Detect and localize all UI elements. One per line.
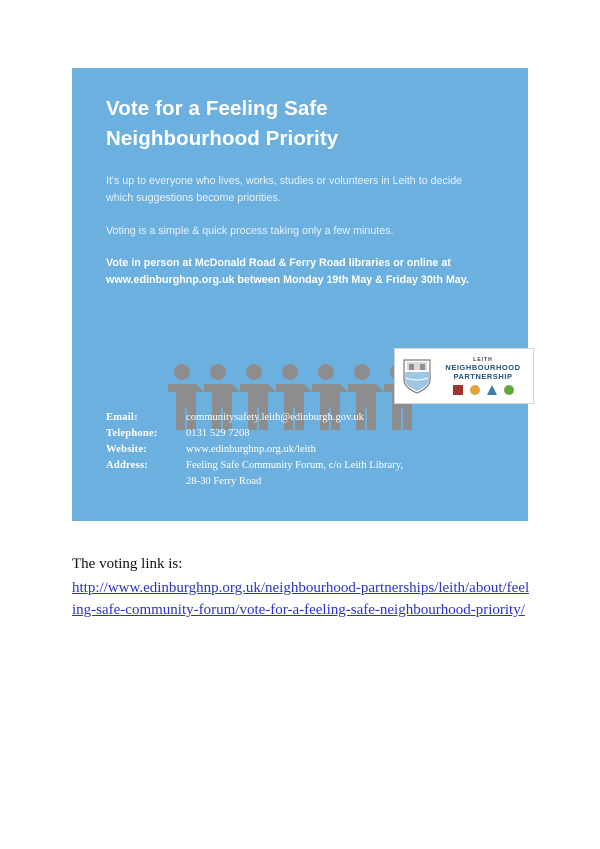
poster	[72, 68, 528, 521]
edinburgh-crest-icon	[400, 356, 434, 396]
voting-link-block	[72, 553, 532, 622]
logo-text-block	[438, 357, 528, 396]
logo-line-1: NEIGHBOURHOOD	[445, 362, 521, 372]
contact-details	[106, 410, 506, 490]
contact-value-telephone: 0131 529 7208	[186, 428, 250, 440]
contact-label-address: Address:	[106, 460, 149, 472]
poster-intro-text: It's up to everyone who lives, works, studies or volunteers in Leith to decide which suggestions become priorities.	[106, 175, 463, 205]
swatch-circle-green-icon	[504, 385, 514, 395]
swatch-circle-orange-icon	[470, 385, 480, 395]
contact-row-website	[106, 442, 506, 458]
contact-row-telephone	[106, 426, 506, 442]
contact-value-address	[186, 458, 506, 490]
contact-row-email	[106, 410, 506, 426]
poster-title: Vote for a Feeling Safe Neighbourhood Priority	[106, 97, 339, 150]
swatch-square-icon	[453, 385, 463, 395]
leith-neighbourhood-partnership-logo	[394, 348, 534, 404]
poster-instructions-text: Vote in person at McDonald Road & Ferry Road libraries or online at www.edinburghnp.org.uk between Monday 19th May & Friday 30th May.	[106, 257, 469, 286]
contact-value-website: www.edinburghnp.org.uk/leith	[186, 444, 316, 456]
contact-address-line-2: 28-30 Ferry Road	[186, 476, 262, 488]
contact-label-website: Website:	[106, 444, 148, 456]
voting-link-lead-text: The voting link is:	[72, 556, 183, 572]
swatch-triangle-icon	[487, 385, 497, 395]
logo-top-word: LEITH	[473, 356, 493, 363]
logo-line-2: PARTNERSHIP	[453, 372, 513, 381]
logo-swatches	[438, 385, 528, 395]
contact-row-address	[106, 458, 506, 490]
poster-artwork-row	[106, 298, 521, 388]
poster-process-text: Voting is a simple & quick process taking only a few minutes.	[106, 224, 394, 237]
contact-value-email: communitysafety.leith@edinburgh.gov.uk	[186, 412, 364, 423]
voting-link[interactable]: http://www.edinburghnp.org.uk/neighbourhood-partnerships/leith/about/feeling-safe-community-forum/vote-for-a-feeling-safe-neighbourhood-priority/	[72, 579, 530, 618]
contact-label-telephone: Telephone:	[106, 428, 158, 440]
contact-address-line-1: Feeling Safe Community Forum, c/o Leith Library,	[186, 460, 404, 472]
contact-label-email: Email:	[106, 412, 138, 423]
